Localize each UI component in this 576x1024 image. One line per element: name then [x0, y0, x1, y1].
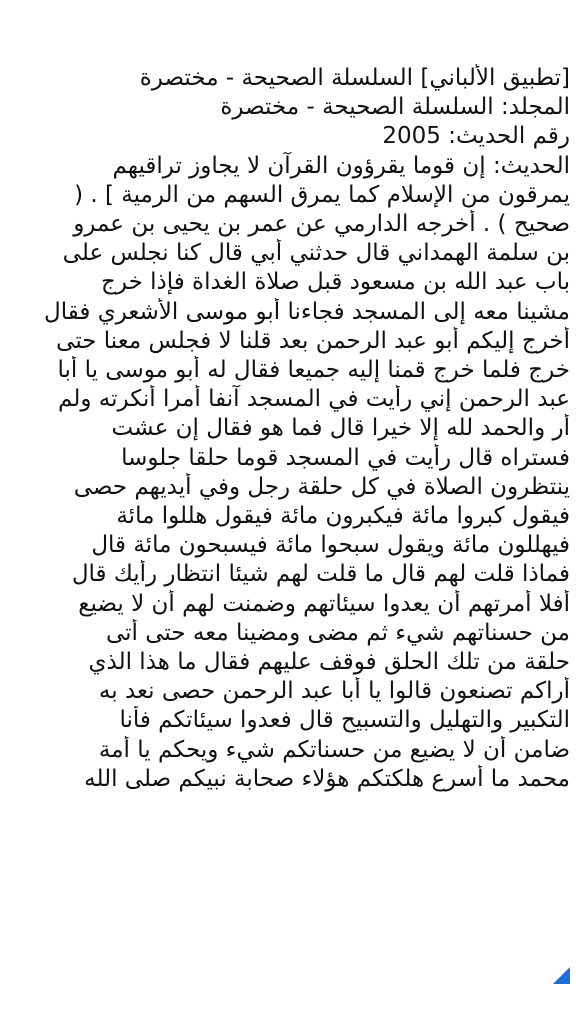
- volume-line: المجلد: السلسلة الصحيحة - مختصرة: [220, 94, 570, 121]
- hadith-text-line: ضامن أن لا يضيع من حسناتكم شيء ويحكم يا أمة: [98, 736, 570, 763]
- hadith-text-line: فيقول كبروا مائة فيكبرون مائة فيقول هللوا مائة: [116, 503, 570, 530]
- scroll-handle-icon[interactable]: [553, 967, 570, 984]
- hadith-text-line: فيهللون مائة ويقول سبحوا مائة فيسبحون مائة قال: [91, 532, 570, 559]
- hadith-text[interactable]: [22, 64, 570, 988]
- hadith-text-line: حلقة من تلك الحلق فوقف عليهم فقال ما هذا الذي: [88, 649, 570, 676]
- hadith-text-line: باب عبد الله بن مسعود قبل صلاة الغداة فإذا خرج: [101, 269, 570, 296]
- hadith-text-line: عبد الرحمن إني رأيت في المسجد آنفا أمرا أنكرته ولم: [58, 386, 570, 413]
- hadith-text-line: ينتظرون الصلاة في كل حلقة رجل وفي أيديهم حصى: [73, 473, 570, 500]
- hadith-text-line: محمد ما أسرع هلكتكم هؤلاء صحابة نبيكم صلى الله: [84, 765, 570, 792]
- hadith-text-line: أخرج إليكم أبو عبد الرحمن بعد قلنا لا فجلس معنا حتى: [56, 327, 570, 354]
- hadith-text-line: مشينا معه إلى المسجد فجاءنا أبو موسى الأشعري فقال: [44, 298, 570, 325]
- hadith-text-line: الحديث: إن قوما يقرؤون القرآن لا يجاوز تراقيهم: [112, 152, 570, 179]
- hadith-text-line: من حسناتهم شيء ثم مضى ومضينا معه حتى أتى: [105, 619, 570, 646]
- app-title-line: [تطبيق الألباني] السلسلة الصحيحة - مختصرة: [139, 65, 570, 91]
- hadith-text-line: أر والحمد لله إلا خيرا قال فما هو فقال إن عشت: [111, 415, 570, 442]
- hadith-text-line: بن سلمة الهمداني قال حدثني أبي قال كنا نجلس على: [62, 240, 570, 267]
- hadith-text-line: خرج فلما خرج قمنا إليه جميعا فقال له أبو موسى يا أبا: [57, 357, 570, 384]
- hadith-text-line: أراكم تصنعون قالوا يا أبا عبد الرحمن حصى نعد به: [98, 678, 570, 705]
- hadith-number-line: رقم الحديث: 2005: [382, 123, 570, 150]
- hadith-text-line: التكبير والتهليل والتسبيح قال فعدوا سيئاتكم فأنا: [119, 707, 570, 734]
- hadith-text-line: يمرقون من الإسلام كما يمرق السهم من الرمية ] . (: [74, 181, 570, 208]
- hadith-text-line: أفلا أمرتهم أن يعدوا سيئاتهم وضمنت لهم أن لا يضيع: [78, 590, 570, 617]
- hadith-text-line: فماذا قلت لهم قال ما قلت لهم شيئا انتظار رأيك قال: [71, 561, 570, 588]
- hadith-text-line: صحيح ) . أخرجه الدارمي عن عمر بن يحيى بن عمرو: [73, 211, 570, 238]
- hadith-text-line: فستراه قال رأيت في المسجد قوما حلقا جلوسا: [121, 444, 570, 471]
